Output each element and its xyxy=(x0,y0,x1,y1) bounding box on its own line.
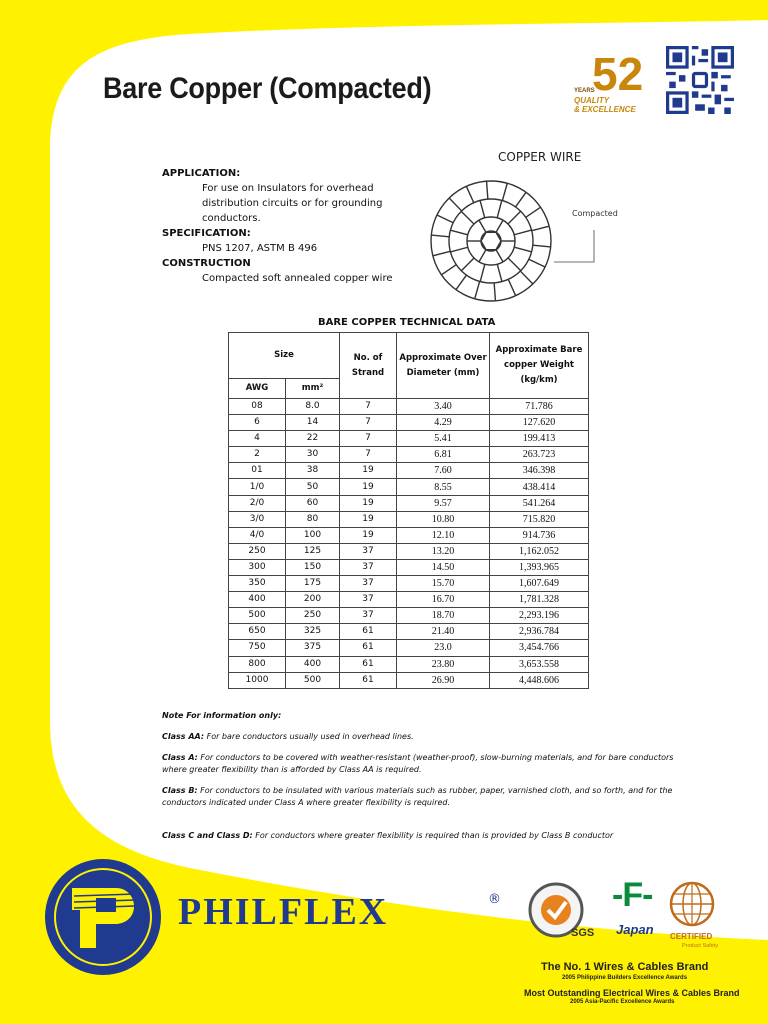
specification-block xyxy=(162,166,412,286)
sgs-mark: SGS xyxy=(571,927,595,939)
weight-cell: 1,781.328 xyxy=(490,592,589,608)
diameter-cell: 9.57 xyxy=(397,495,490,511)
table-row xyxy=(229,576,589,592)
specification-heading: SPECIFICATION: xyxy=(162,228,251,239)
weight-cell: 914.736 xyxy=(490,527,589,543)
mm2-cell: 60 xyxy=(286,495,340,511)
slogan-primary: The No. 1 Wires & Cables Brand xyxy=(541,961,709,973)
weight-cell: 1,607.649 xyxy=(490,576,589,592)
notes-section xyxy=(162,710,682,851)
anniversary-badge-icon xyxy=(570,48,660,118)
awg-cell: 300 xyxy=(229,559,286,575)
specification-text: PNS 1207, ASTM B 496 xyxy=(202,243,318,254)
diameter-cell: 21.40 xyxy=(397,624,490,640)
strand-cell: 61 xyxy=(340,624,397,640)
awg-cell: 4/0 xyxy=(229,527,286,543)
strand-cell: 37 xyxy=(340,576,397,592)
diameter-cell: 26.90 xyxy=(397,672,490,688)
weight-cell: 199.413 xyxy=(490,431,589,447)
awg-cell: 3/0 xyxy=(229,511,286,527)
awg-cell: 1/0 xyxy=(229,479,286,495)
awg-cell: 650 xyxy=(229,624,286,640)
mm2-cell: 50 xyxy=(286,479,340,495)
awg-cell: 400 xyxy=(229,592,286,608)
diagram-label: COPPER WIRE xyxy=(498,150,582,164)
mm2-cell: 38 xyxy=(286,463,340,479)
diameter-cell: 6.81 xyxy=(397,447,490,463)
mm2-cell: 8.0 xyxy=(286,399,340,415)
construction-text: Compacted soft annealed copper wire xyxy=(202,273,393,284)
table-row xyxy=(229,527,589,543)
strand-cell: 7 xyxy=(340,431,397,447)
table-row xyxy=(229,640,589,656)
table-row xyxy=(229,447,589,463)
strand-cell: 19 xyxy=(340,511,397,527)
awg-cell: 4 xyxy=(229,431,286,447)
strand-cell: 37 xyxy=(340,543,397,559)
philflex-logo-icon xyxy=(44,858,162,976)
awg-cell: 500 xyxy=(229,608,286,624)
strand-cell: 37 xyxy=(340,608,397,624)
table-row xyxy=(229,399,589,415)
diameter-cell: 15.70 xyxy=(397,576,490,592)
construction-heading: CONSTRUCTION xyxy=(162,258,251,269)
diameter-cell: 4.29 xyxy=(397,415,490,431)
note-item: Class C and Class D: For conductors where greater flexibility is required than is provided by Class B conductor xyxy=(162,831,614,840)
awg-cell: 08 xyxy=(229,399,286,415)
mm2-cell: 325 xyxy=(286,624,340,640)
slogan-primary-sub: 2005 Philippine Builders Excellence Awards xyxy=(562,975,688,981)
weight-cell: 4,448.606 xyxy=(490,672,589,688)
diameter-cell: 14.50 xyxy=(397,559,490,575)
weight-header: Approximate Bare copper Weight (kg/km) xyxy=(490,333,589,399)
mm2-cell: 22 xyxy=(286,431,340,447)
mm2-cell: 200 xyxy=(286,592,340,608)
qr-code-icon xyxy=(666,46,734,114)
table-row xyxy=(229,495,589,511)
weight-cell: 1,393.965 xyxy=(490,559,589,575)
mm2-cell: 175 xyxy=(286,576,340,592)
strand-cell: 7 xyxy=(340,399,397,415)
badge-number: 52 xyxy=(592,48,644,100)
weight-cell: 127.620 xyxy=(490,415,589,431)
registered-mark: ® xyxy=(488,892,501,907)
awg-cell: 1000 xyxy=(229,672,286,688)
brand-name: PHILFLEX xyxy=(178,891,389,933)
weight-cell: 3,653.558 xyxy=(490,656,589,672)
table-row xyxy=(229,672,589,688)
table-row xyxy=(229,624,589,640)
application-heading: APPLICATION: xyxy=(162,168,241,179)
diameter-cell: 12.10 xyxy=(397,527,490,543)
weight-cell: 263.723 xyxy=(490,447,589,463)
table-row xyxy=(229,592,589,608)
strand-cell: 7 xyxy=(340,447,397,463)
diameter-cell: 13.20 xyxy=(397,543,490,559)
awg-cell: 01 xyxy=(229,463,286,479)
awg-header: AWG xyxy=(229,379,286,399)
diameter-cell: 23.80 xyxy=(397,656,490,672)
mm2-header: mm² xyxy=(286,379,340,399)
japan-label: Japan xyxy=(616,922,654,937)
strand-cell: 61 xyxy=(340,656,397,672)
page-title: Bare Copper (Compacted) xyxy=(103,72,432,105)
table-row xyxy=(229,479,589,495)
table-row xyxy=(229,415,589,431)
diameter-cell: 18.70 xyxy=(397,608,490,624)
mm2-cell: 375 xyxy=(286,640,340,656)
weight-cell: 3,454.766 xyxy=(490,640,589,656)
compacted-callout: Compacted xyxy=(572,209,618,218)
slogan-secondary-sub: 2005 Asia-Pacific Excellence Awards xyxy=(570,999,675,1005)
wire-segment xyxy=(481,232,501,249)
awg-cell: 6 xyxy=(229,415,286,431)
mm2-cell: 150 xyxy=(286,559,340,575)
product-safety-label: Product Safety xyxy=(682,943,719,949)
weight-cell: 438.414 xyxy=(490,479,589,495)
size-header: Size xyxy=(229,333,340,379)
diameter-cell: 10.80 xyxy=(397,511,490,527)
bps-globe-icon xyxy=(668,880,720,932)
weight-cell: 2,293.196 xyxy=(490,608,589,624)
diameter-cell: 8.55 xyxy=(397,479,490,495)
mm2-cell: 250 xyxy=(286,608,340,624)
strand-header: No. of Strand xyxy=(340,333,397,399)
awg-cell: 2 xyxy=(229,447,286,463)
badge-quality: QUALITY xyxy=(574,96,610,105)
strand-cell: 37 xyxy=(340,592,397,608)
diameter-cell: 5.41 xyxy=(397,431,490,447)
table-row xyxy=(229,543,589,559)
diameter-cell: 23.0 xyxy=(397,640,490,656)
strand-cell: 7 xyxy=(340,415,397,431)
strand-cell: 19 xyxy=(340,495,397,511)
table-row xyxy=(229,463,589,479)
mm2-cell: 125 xyxy=(286,543,340,559)
badge-excellence: & EXCELLENCE xyxy=(574,105,636,114)
note-item: Class A: For conductors to be covered with weather-resistant (weather-proof), slow-burning materials, and for bare conductors where greater flexibility than is afforded by Class AA is required. xyxy=(162,753,674,774)
table-row xyxy=(229,608,589,624)
weight-cell: 346.398 xyxy=(490,463,589,479)
notes-heading: Note For information only: xyxy=(162,711,282,720)
diameter-cell: 3.40 xyxy=(397,399,490,415)
callout-leader-line xyxy=(552,222,600,266)
certified-label: CERTIFIED xyxy=(670,932,713,941)
table-row xyxy=(229,431,589,447)
strand-cell: 61 xyxy=(340,640,397,656)
table-row xyxy=(229,511,589,527)
mm2-cell: 30 xyxy=(286,447,340,463)
awg-cell: 750 xyxy=(229,640,286,656)
slogan-secondary: Most Outstanding Electrical Wires & Cables Brand xyxy=(524,988,740,998)
technical-data-table xyxy=(228,332,589,689)
awg-cell: 2/0 xyxy=(229,495,286,511)
note-item: Class AA: For bare conductors usually used in overhead lines. xyxy=(162,732,414,741)
strand-cell: 61 xyxy=(340,672,397,688)
weight-cell: 541.264 xyxy=(490,495,589,511)
note-item: Class B: For conductors to be insulated with various materials such as rubber, paper, varnished cloth, and so forth, and for the conductors indicated under Class A where greater flexibility is required. xyxy=(162,786,673,807)
awg-cell: 350 xyxy=(229,576,286,592)
weight-cell: 71.786 xyxy=(490,399,589,415)
weight-cell: 1,162.052 xyxy=(490,543,589,559)
awg-cell: 800 xyxy=(229,656,286,672)
wire-cross-section-diagram xyxy=(428,178,554,304)
strand-cell: 19 xyxy=(340,527,397,543)
strand-cell: 19 xyxy=(340,479,397,495)
table-body xyxy=(229,399,589,689)
diameter-cell: 16.70 xyxy=(397,592,490,608)
weight-cell: 715.820 xyxy=(490,511,589,527)
mm2-cell: 500 xyxy=(286,672,340,688)
table-row xyxy=(229,559,589,575)
awg-cell: 250 xyxy=(229,543,286,559)
mm2-cell: 14 xyxy=(286,415,340,431)
strand-cell: 19 xyxy=(340,463,397,479)
application-text: For use on Insulators for overhead distribution circuits or for grounding conductors. xyxy=(202,183,383,224)
badge-years: YEARS xyxy=(574,88,595,94)
table-row xyxy=(229,656,589,672)
strand-cell: 37 xyxy=(340,559,397,575)
weight-cell: 2,936.784 xyxy=(490,624,589,640)
mm2-cell: 100 xyxy=(286,527,340,543)
diameter-cell: 7.60 xyxy=(397,463,490,479)
mm2-cell: 400 xyxy=(286,656,340,672)
table-title: BARE COPPER TECHNICAL DATA xyxy=(318,317,496,328)
diameter-header: Approximate Over Diameter (mm) xyxy=(397,333,490,399)
f-mark-icon: -F- xyxy=(612,876,653,914)
mm2-cell: 80 xyxy=(286,511,340,527)
